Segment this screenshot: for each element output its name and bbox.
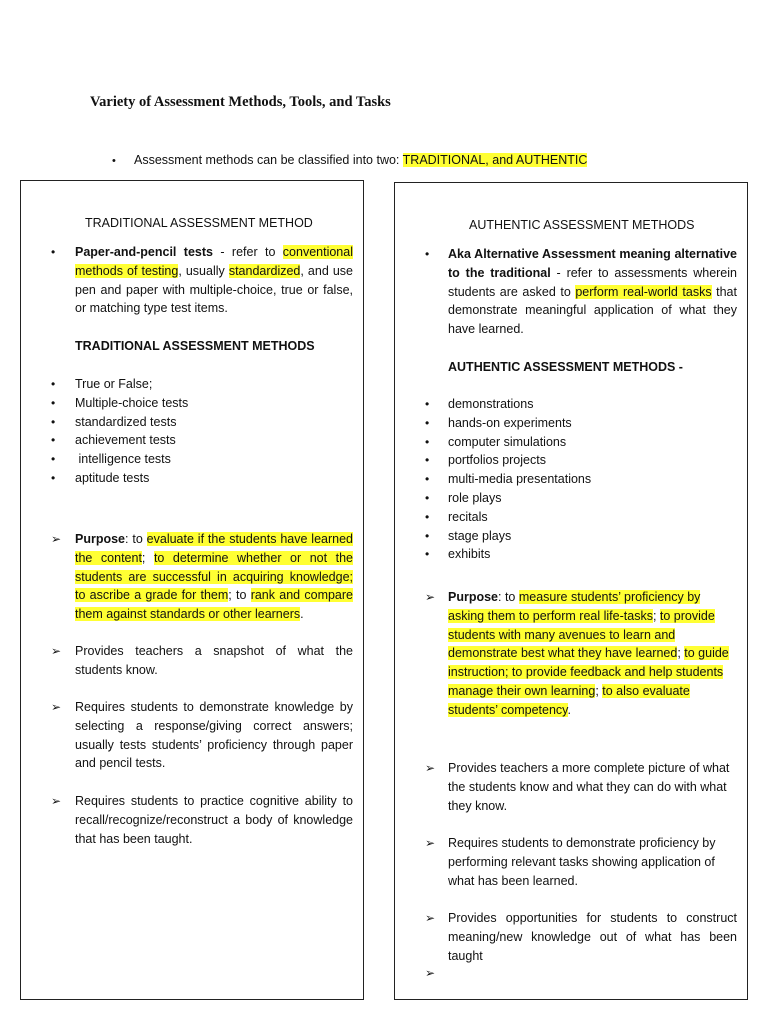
list-item — [21, 431, 363, 450]
list-item — [395, 470, 747, 489]
bullet-marker: • — [51, 414, 56, 429]
traditional-definition — [21, 243, 363, 318]
point-text: Requires students to practice cognitive ability to recall/recognize/reconstruct a body of knowledge that has been taught. — [75, 794, 353, 846]
definition-highlight: standardized — [228, 263, 301, 278]
traditional-methods-list — [21, 375, 363, 488]
purpose-text: ; — [595, 683, 603, 698]
method-label: stage plays — [448, 528, 512, 543]
authentic-heading: AUTHENTIC ASSESSMENT METHODS — [469, 218, 695, 232]
bullet-marker: • — [425, 415, 430, 430]
purpose-text: ; to — [228, 588, 251, 603]
bullet-marker: • — [51, 395, 56, 410]
point-text: Requires students to demonstrate proficiency by performing relevant tasks showing application of what has been learned. — [448, 836, 716, 888]
bullet-marker: • — [112, 155, 116, 167]
list-item — [395, 433, 747, 452]
definition-text: , usually — [178, 263, 229, 278]
intro-text: Assessment methods can be classified into two: — [134, 153, 403, 167]
bullet-marker: • — [51, 452, 56, 467]
purpose-highlight: evaluate if the students have learned the content — [75, 532, 354, 565]
list-item — [395, 451, 747, 470]
list-item — [395, 527, 747, 546]
arrow-marker: ➢ — [425, 761, 436, 775]
arrow-marker: ➢ — [425, 836, 436, 850]
purpose-text: : to — [125, 532, 147, 546]
traditional-point — [21, 698, 363, 773]
bullet-marker: • — [51, 433, 56, 448]
bullet-marker: • — [51, 245, 56, 259]
arrow-marker: ➢ — [425, 966, 436, 980]
traditional-subheading: TRADITIONAL ASSESSMENT METHODS — [75, 339, 315, 353]
bullet-marker: • — [425, 547, 430, 562]
method-label: intelligence tests — [75, 452, 171, 467]
method-label: computer simulations — [448, 434, 567, 449]
method-label: aptitude tests — [75, 470, 150, 485]
purpose-text: ; — [141, 550, 154, 565]
purpose-text: ; — [652, 608, 660, 623]
list-item — [21, 413, 363, 432]
purpose-highlight: to determine whether or not the students are successful in acquiring knowledge; to ascribe a grade for them — [75, 550, 353, 603]
bullet-marker: • — [425, 453, 430, 468]
method-label: multi-media presentations — [448, 472, 592, 487]
method-label: hands-on experiments — [448, 415, 572, 430]
bullet-marker: • — [425, 528, 430, 543]
purpose-text: : to — [498, 590, 519, 604]
bullet-marker: • — [51, 470, 56, 485]
traditional-heading: TRADITIONAL ASSESSMENT METHOD — [85, 216, 313, 230]
method-label: standardized tests — [75, 414, 177, 429]
list-item — [395, 489, 747, 508]
point-text: Requires students to demonstrate knowledge by selecting a response/giving correct answers; usually tests students’ proficiency through paper and pencil tests. — [75, 700, 353, 771]
arrow-marker: ➢ — [425, 590, 436, 604]
purpose-text: . — [300, 607, 304, 622]
document-title: Variety of Assessment Methods, Tools, and Tasks — [90, 94, 391, 110]
arrow-marker: ➢ — [51, 644, 62, 658]
authentic-point — [395, 834, 747, 890]
traditional-purpose — [21, 530, 363, 624]
bullet-marker: • — [425, 247, 430, 261]
authentic-methods-list — [395, 395, 747, 564]
purpose-label: Purpose — [75, 532, 126, 546]
list-item — [395, 545, 747, 564]
purpose-text: . — [567, 702, 571, 717]
method-label: True or False; — [75, 377, 153, 391]
purpose-highlight: rank and compare them against standards or other learners — [75, 588, 353, 622]
definition-term: Paper-and-pencil tests — [75, 245, 213, 259]
purpose-highlight: measure students’ proficiency by asking them to perform real life-tasks — [448, 590, 701, 623]
arrow-marker: ➢ — [425, 911, 436, 925]
definition-term: Aka Alternative Assessment meaning alternative to the traditional — [448, 247, 737, 280]
authentic-point — [395, 909, 747, 965]
method-label: achievement tests — [75, 433, 176, 448]
method-label: role plays — [448, 490, 502, 505]
point-text: Provides teachers a more complete picture of what the students know and what they can do with what they know. — [448, 761, 730, 813]
intro-highlight: TRADITIONAL, and AUTHENTIC — [402, 153, 588, 167]
method-label: exhibits — [448, 547, 491, 562]
method-label: portfolios projects — [448, 453, 546, 468]
definition-text: - refer to assessments wherein students are asked to — [448, 265, 737, 299]
intro-bullet — [112, 152, 587, 170]
list-item — [21, 450, 363, 469]
bullet-marker: • — [425, 490, 430, 505]
authentic-subheading: AUTHENTIC ASSESSMENT METHODS - — [448, 360, 683, 374]
definition-highlight: conventional methods of testing — [75, 245, 353, 278]
arrow-marker: ➢ — [51, 532, 62, 546]
definition-text: that demonstrate meaningful application of what they have learned. — [448, 284, 737, 337]
traditional-point — [21, 792, 363, 848]
list-item — [395, 508, 747, 527]
definition-text: - refer to — [212, 245, 283, 259]
list-item — [21, 469, 363, 488]
method-label: demonstrations — [448, 397, 534, 411]
point-text: Provides teachers a snapshot of what the students know. — [75, 644, 353, 677]
definition-text: , and use pen and paper with multiple-choice, true or false, or matching type test items. — [75, 263, 353, 316]
purpose-highlight: to provide students with many avenues to learn and demonstrate best what they have learned — [448, 608, 715, 661]
purpose-label: Purpose — [448, 590, 499, 604]
authentic-column — [394, 182, 748, 1000]
authentic-definition — [395, 245, 747, 339]
list-item — [395, 414, 747, 433]
bullet-marker: • — [425, 472, 430, 487]
point-text: Provides opportunities for students to construct meaning/new knowledge out of what has been taught — [448, 911, 737, 963]
traditional-column — [20, 180, 364, 1000]
list-item — [21, 375, 363, 394]
arrow-marker: ➢ — [51, 794, 62, 808]
method-label: recitals — [448, 509, 488, 524]
bullet-marker: • — [425, 434, 430, 449]
arrow-marker: ➢ — [51, 700, 62, 714]
purpose-highlight: to guide instruction; to provide feedback and help students manage their own learning — [448, 646, 729, 698]
authentic-point — [395, 759, 747, 815]
bullet-marker: • — [425, 397, 430, 411]
traditional-point — [21, 642, 363, 680]
bullet-marker: • — [51, 377, 56, 391]
purpose-highlight: to also evaluate students’ competency — [448, 683, 690, 717]
authentic-purpose — [395, 588, 747, 720]
purpose-text: ; — [677, 646, 685, 661]
list-item — [21, 394, 363, 413]
method-label: Multiple-choice tests — [75, 395, 189, 410]
definition-highlight: perform real-world tasks — [575, 284, 712, 299]
bullet-marker: • — [425, 509, 430, 524]
list-item — [395, 395, 747, 414]
